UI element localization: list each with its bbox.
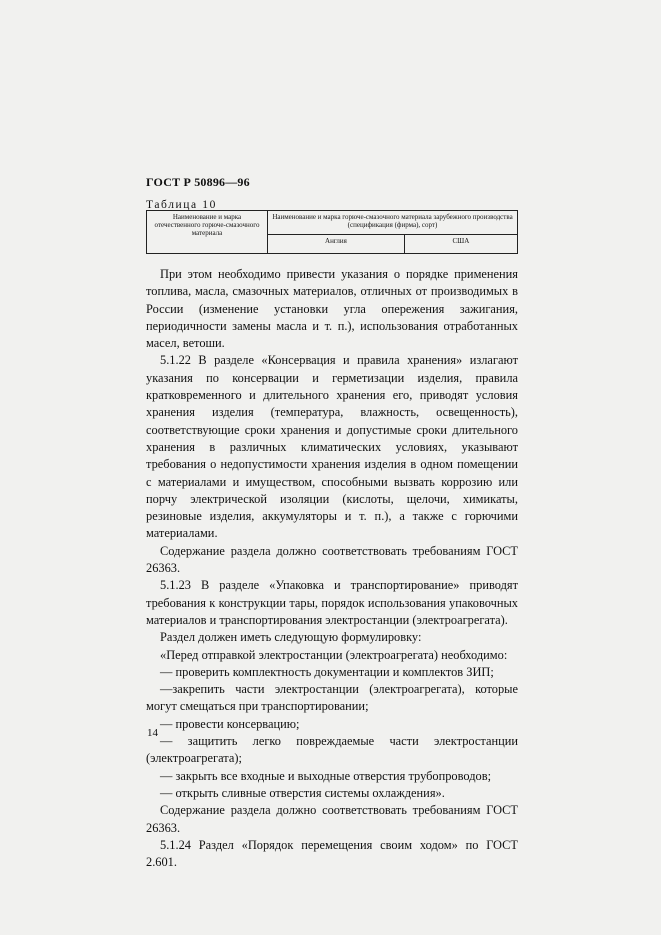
table-subheader-usa: США <box>404 234 517 253</box>
paragraph: Содержание раздела должно соответствовать требованиям ГОСТ 26363. <box>146 543 518 576</box>
paragraph: 5.1.23 В разделе «Упаковка и транспортирование» приводят требования к конструкции тары, порядок использования упаковочных материалов и транспортирования электростанции (электроагрегата). <box>146 578 518 627</box>
table-10 <box>146 210 518 254</box>
paragraph: Содержание раздела должно соответствовать требованиям ГОСТ 26363. <box>146 803 518 835</box>
list-item: — провести консервацию; <box>160 716 300 731</box>
list-item: — закрыть все входные и выходные отверстия трубопроводов; <box>160 768 492 783</box>
table-header-foreign: Наименование и марка горюче-смазочного материала зарубежного производства (спецификация (фирма), сорт) <box>268 211 518 235</box>
table-header-domestic: Наименование и марка отечественного горюче-смазочного материала <box>147 211 268 254</box>
document-code: ГОСТ Р 50896—96 <box>146 175 250 189</box>
paragraph: Раздел должен иметь следующую формулировку: <box>160 630 422 645</box>
table-subheader-england: Англия <box>268 234 405 253</box>
table-caption: Таблица 10 <box>146 199 217 211</box>
paragraph: 5.1.22 В разделе «Консервация и правила хранения» излагают указания по консервации и герметизации изделия, правила кратковременного и длительного хранения его, приводят условия хранения изделия (температура, влажность, освещенность), соответствующие сроки хранения и допустимые сроки длительного хранения в различных климатических условиях, указывают требования о недопустимости хранения изделия в одном помещении с материалами и имуществом, способными вызвать коррозию или порчу электрической изоляции (кислоты, щелочи, химикаты, резиновые изделия, аккумуляторы и т. п.), а также с горючими материалами. <box>146 353 518 541</box>
paragraph: «Перед отправкой электростанции (электроагрегата) необходимо: <box>160 647 508 662</box>
paragraph: 5.1.24 Раздел «Порядок перемещения своим ходом» по ГОСТ 2.601. <box>146 837 518 870</box>
paragraph: При этом необходимо привести указания о порядке применения топлива, масла, смазочных материалов, отличных от производимых в России (изменение установки угла опережения зажигания, периодичности замены масла и т. п.), использования отработанных масел, ветоши. <box>146 267 518 351</box>
list-item: — проверить комплектность документации и комплектов ЗИП; <box>160 664 494 679</box>
page-number: 14 <box>147 727 158 739</box>
list-item: — защитить легко повреждаемые части электростанции (электроагрегата); <box>146 734 518 766</box>
list-item: —закрепить части электростанции (электроагрегата), которые могут смещаться при транспортировании; <box>146 682 518 714</box>
list-item: — открыть сливные отверстия системы охлаждения». <box>160 785 445 800</box>
body-text <box>146 266 518 871</box>
